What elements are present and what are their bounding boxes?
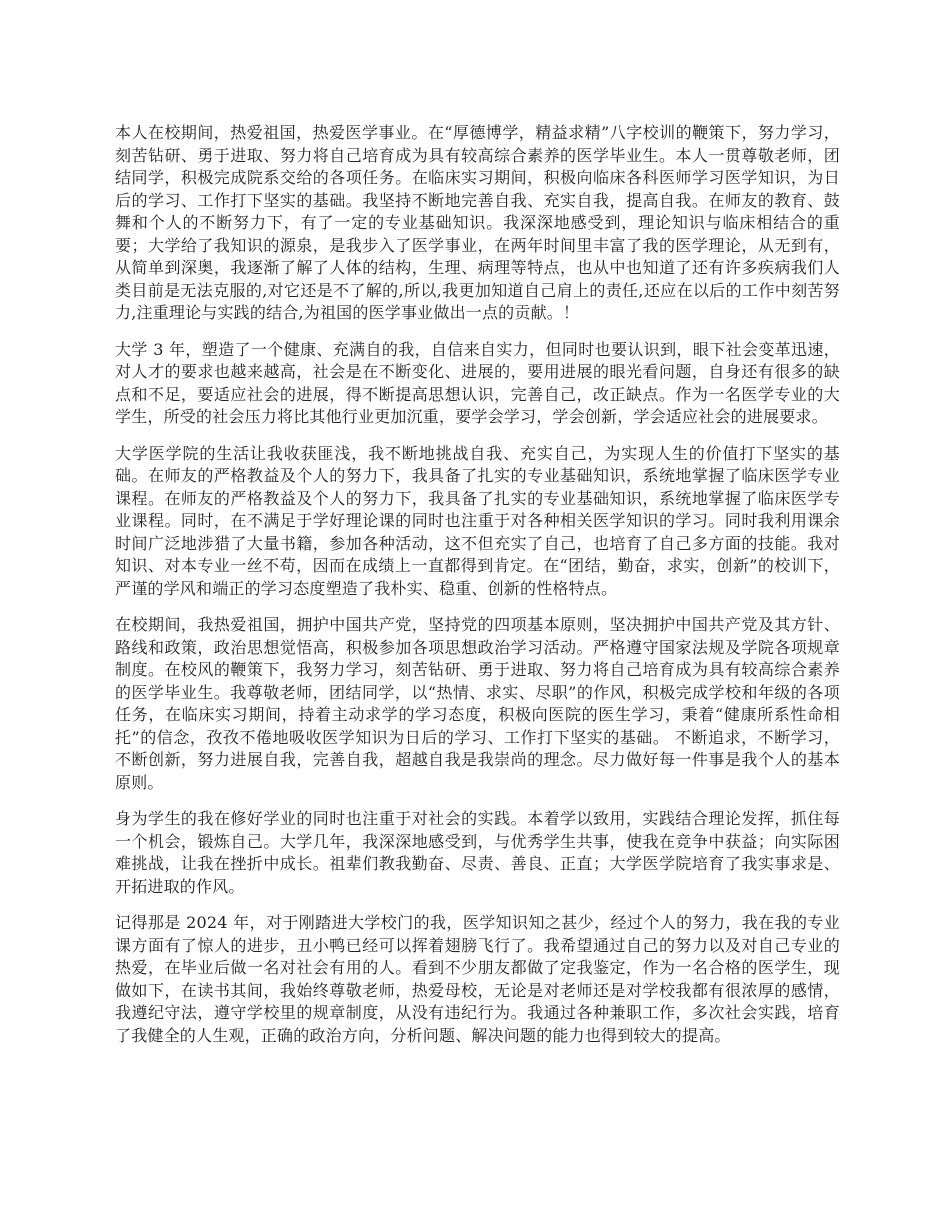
paragraph-3: 大学医学院的生活让我收获匪浅，我不断地挑战自我、充实自己，为实现人生的价值打下坚实的基础。在师友的严格教益及个人的努力下，我具备了扎实的专业基础知识，系统地掌握了临床医学专业课程。在师友的严格教益及个人的努力下，我具备了扎实的专业基础知识，系统地掌握了临床医学专业课程。同时，在不满足于学好理论课的同时也注重于对各种相关医学知识的学习。同时我利用课余时间广泛地涉猎了大量书籍，参加各种活动，这不但充实了自己，也培育了自己多方面的技能。我对知识、对本专业一丝不苟，因而在成绩上一直都得到肯定。在“团结，勤奋，求实，创新”的校训下，严谨的学风和端正的学习态度塑造了我朴实、稳重、创新的性格特点。 (115, 443, 840, 598)
paragraph-6: 记得那是 2024 年，对于刚踏进大学校门的我，医学知识知之甚少，经过个人的努力，我在我的专业课方面有了惊人的进步，丑小鸭已经可以挥着翅膀飞行了。我希望通过自己的努力以及对自己专业的热爱，在毕业后做一名对社会有用的人。看到不少朋友都做了定我鉴定，作为一名合格的医学生，现做如下，在读书其间，我始终尊敬老师，热爱母校，无论是对老师还是对学校我都有很浓厚的感情，我遵纪守法，遵守学校里的规章制度，从没有违纪行为。我通过各种兼职工作，多次社会实践，培育了我健全的人生观，正确的政治方向，分析问题、解决问题的能力也得到较大的提高。 (115, 913, 840, 1045)
paragraph-2: 大学 3 年，塑造了一个健康、充满自的我，自信来自实力，但同时也要认识到，眼下社会变革迅速，对人才的要求也越来越高，社会是在不断变化、进展的，要用进展的眼光看问题，自身还有很多的缺点和不足，要适应社会的进展，得不断提高思想认识，完善自己，改正缺点。作为一名医学专业的大学生，所受的社会压力将比其他行业更加沉重，要学会学习，学会创新，学会适应社会的进展要求。 (115, 339, 840, 426)
document-body (115, 122, 840, 1061)
paragraph-4: 在校期间，我热爱祖国，拥护中国共产党，坚持党的四项基本原则，坚决拥护中国共产党及其方针、路线和政策，政治思想觉悟高，积极参加各项思想政治学习活动。严格遵守国家法规及学院各项规章制度。在校风的鞭策下，我努力学习，刻苦钻研、勇于进取、努力将自己培育成为具有较高综合素养的医学毕业生。我尊敬老师，团结同学，以“热情、求实、尽职”的作风，积极完成学校和年级的各项任务，在临床实习期间，持着主动求学的学习态度，积极向医院的医生学习，秉着“健康所系性命相托”的信念，孜孜不倦地吸收医学知识为日后的学习、工作打下坚实的基础。 不断追求，不断学习，不断创新，努力进展自我，完善自我，超越自我是我崇尚的理念。尽力做好每一件事是我个人的基本原则。 (115, 615, 840, 792)
paragraph-1: 本人在校期间，热爱祖国，热爱医学事业。在“厚德博学，精益求精”八字校训的鞭策下，努力学习，刻苦钻研、勇于进取、努力将自己培育成为具有较高综合素养的医学毕业生。本人一贯尊敬老师，团结同学，积极完成院系交给的各项任务。在临床实习期间，积极向临床各科医师学习医学知识，为日后的学习、工作打下坚实的基础。我坚持不断地完善自我、充实自我，提高自我。在师友的教育、鼓舞和个人的不断努力下，有了一定的专业基础知识。我深深地感受到，理论知识与临床相结合的重要；大学给了我知识的源泉，是我步入了医学事业，在两年时间里丰富了我的医学理论，从无到有，从简单到深奥，我逐渐了解了人体的结构，生理、病理等特点，也从中也知道了还有许多疾病我们人类目前是无法克服的,对它还是不了解的,所以,我更加知道自己肩上的责任,还应在以后的工作中刻苦努力,注重理论与实践的结合,为祖国的医学事业做出一点的贡献。！ (115, 123, 840, 322)
paragraph-5: 身为学生的我在修好学业的同时也注重于对社会的实践。本着学以致用，实践结合理论发挥，抓住每一个机会，锻炼自己。大学几年，我深深地感受到，与优秀学生共事，使我在竞争中获益；向实际困难挑战，让我在挫折中成长。祖辈们教我勤奋、尽责、善良、正直；大学医学院培育了我实事求是、开拓进取的作风。 (115, 809, 840, 896)
